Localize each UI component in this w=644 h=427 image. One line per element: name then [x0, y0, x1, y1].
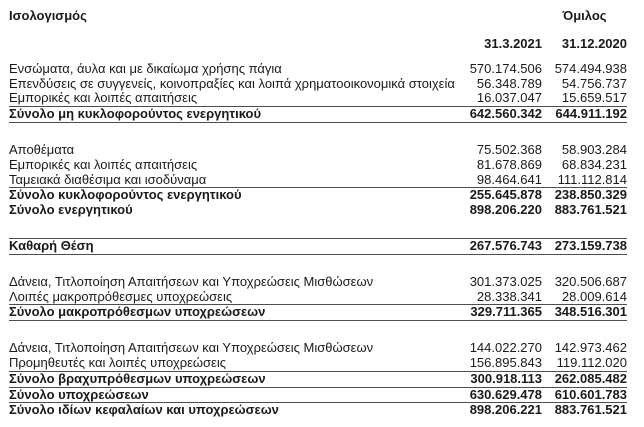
row-value-current: 301.373.025: [469, 273, 542, 289]
table-row: [9, 403, 627, 418]
row-label: Ταμειακά διαθέσιμα και ισοδύναμα: [9, 172, 207, 187]
table-row: [9, 173, 627, 189]
table-row: [9, 143, 627, 158]
row-label: Σύνολο υποχρεώσεων: [9, 387, 149, 402]
row-value-previous: 610.601.783: [554, 386, 627, 402]
row-value-current: 75.502.368: [476, 141, 542, 157]
row-label: Αποθέματα: [9, 142, 75, 157]
table-row: [9, 290, 627, 306]
row-value-previous: 574.494.938: [554, 60, 627, 76]
table-row: [9, 275, 627, 290]
row-value-current: 898.206.220: [469, 202, 542, 218]
section-gap: [9, 123, 627, 143]
row-label: Επενδύσεις σε συγγενείς, κοινοπραξίες και λοιπά χρηματοοικονομικά στοιχεία: [9, 76, 455, 91]
row-value-previous: 238.850.329: [554, 187, 627, 203]
table-row: [9, 341, 627, 356]
row-value-previous: 883.761.521: [554, 402, 627, 418]
row-value-previous: 28.009.614: [561, 288, 627, 304]
table-row: [9, 388, 627, 404]
column-header-previous-period: 31.12.2020: [561, 36, 627, 51]
row-value-previous: 15.659.517: [561, 90, 627, 106]
row-value-current: 630.629.478: [469, 386, 542, 402]
row-value-previous: 68.834.231: [561, 156, 627, 172]
row-value-previous: 54.756.737: [561, 75, 627, 91]
table-row: [9, 107, 627, 123]
row-value-previous: 644.911.192: [555, 106, 627, 122]
row-value-current: 642.560.342: [469, 106, 542, 122]
row-label: Σύνολο βραχυπρόθεσμων υποχρεώσεων: [9, 371, 266, 386]
table-row: [9, 158, 627, 173]
row-value-current: 81.678.869: [476, 156, 542, 172]
row-value-previous: 262.085.482: [554, 370, 627, 386]
group-header: Όμιλος: [562, 8, 607, 23]
table-row: [9, 62, 627, 77]
table-row: [9, 77, 627, 92]
row-label: Δάνεια, Τιτλοποίηση Απαιτήσεων και Υποχρεώσεις Μισθώσεων: [9, 341, 374, 356]
row-label: Σύνολο ενεργητικού: [9, 203, 133, 218]
table-row: [9, 305, 627, 321]
row-label: Σύνολο κυκλοφορούντος ενεργητικού: [9, 188, 242, 203]
row-value-current: 56.348.789: [476, 75, 542, 91]
row-label: Ενσώματα, άυλα και με δικαίωμα χρήσης πάγια: [9, 61, 282, 76]
row-value-previous: 320.506.687: [554, 273, 627, 289]
row-value-current: 28.338.341: [476, 288, 542, 304]
row-value-previous: 119.112.020: [556, 354, 627, 370]
row-value-current: 98.464.641: [476, 171, 542, 187]
row-value-current: 144.022.270: [469, 340, 542, 356]
table-row: [9, 203, 627, 218]
table-row: [9, 91, 627, 107]
table-row: [9, 238, 627, 255]
row-value-previous: 883.761.521: [554, 202, 627, 218]
row-value-previous: 273.159.738: [554, 237, 627, 253]
section-gap: [9, 321, 627, 341]
row-value-current: 329.711.365: [470, 304, 542, 320]
row-label: Σύνολο ιδίων κεφαλαίων και υποχρεώσεων: [9, 403, 279, 418]
section-gap: [9, 218, 627, 238]
row-label: Καθαρή Θέση: [9, 238, 94, 253]
row-label: Προμηθευτές και λοιπές υποχρεώσεις: [9, 355, 227, 370]
table-row: [9, 372, 627, 388]
section-gap: [9, 255, 627, 275]
column-headers: [9, 37, 627, 52]
column-header-current-period: 31.3.2021: [484, 36, 542, 51]
row-value-previous: 142.973.462: [554, 340, 627, 356]
row-value-current: 267.576.743: [469, 237, 542, 253]
row-value-current: 255.645.878: [469, 187, 542, 203]
table-row: [9, 188, 627, 203]
row-label: Εμπορικές και λοιπές απαιτήσεις: [9, 91, 198, 106]
row-value-current: 898.206.221: [469, 402, 542, 418]
balance-sheet-table: [9, 62, 627, 418]
row-label: Σύνολο μακροπρόθεσμων υποχρεώσεων: [9, 305, 266, 320]
row-value-current: 16.037.047: [476, 90, 542, 106]
row-value-previous: 348.516.301: [554, 304, 627, 320]
row-value-current: 156.895.843: [469, 354, 542, 370]
row-value-previous: 58.903.284: [561, 141, 627, 157]
row-value-previous: 111.112.814: [557, 171, 627, 187]
row-label: Λοιπές μακροπρόθεσμες υποχρεώσεις: [9, 289, 233, 304]
table-row: [9, 356, 627, 372]
document-header: [9, 8, 627, 24]
row-label: Δάνεια, Τιτλοποίηση Απαιτήσεων και Υποχρεώσεις Μισθώσεων: [9, 274, 374, 289]
page-title: Ισολογισμός: [9, 8, 87, 23]
row-value-current: 300.918.113: [470, 370, 542, 386]
row-value-current: 570.174.506: [469, 60, 542, 76]
row-label: Εμπορικές και λοιπές απαιτήσεις: [9, 157, 198, 172]
row-label: Σύνολο μη κυκλοφορούντος ενεργητικού: [9, 107, 262, 122]
